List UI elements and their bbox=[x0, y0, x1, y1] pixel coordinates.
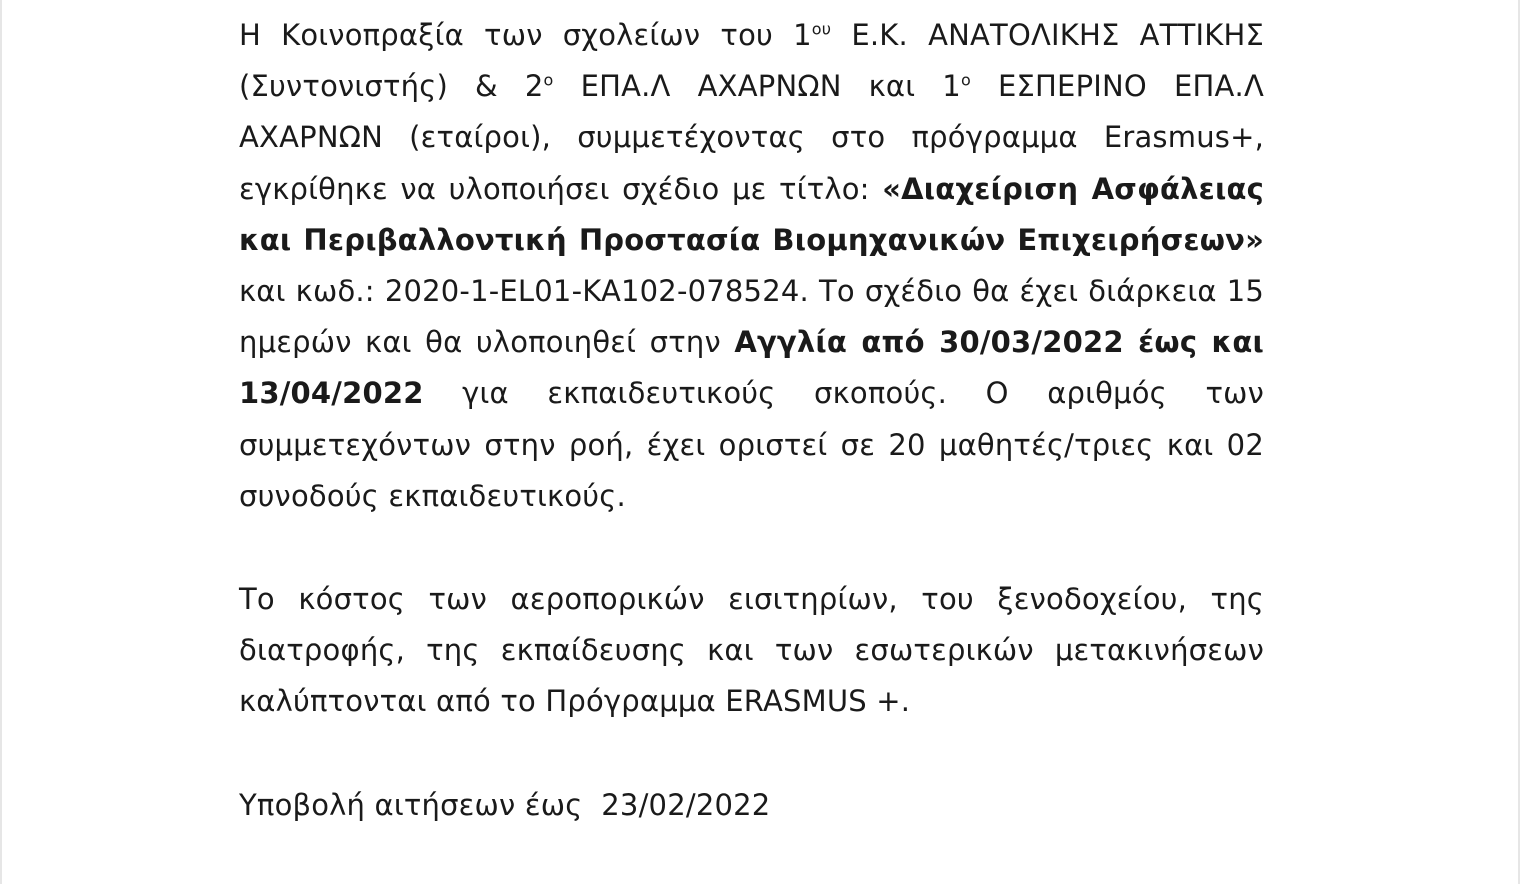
paragraph-text: και κωδ.: 2020-1-EL01-KA102-078524. Το σχέδιο θα έχει διάρκεια 15 ημερών και θα υλοποιηθεί στην bbox=[239, 274, 1264, 360]
paragraph-text: ΕΠΑ.Λ ΑΧΑΡΝΩΝ και 1 bbox=[553, 69, 961, 104]
document-body bbox=[239, 10, 1264, 831]
ordinal-suffix: ο bbox=[960, 70, 971, 90]
paragraph-text: Ε.Κ. ΑΝΑΤΟΛΙΚΗΣ ΑΤΤΙΚΗΣ (Συντονιστής) & 2 bbox=[239, 18, 1265, 104]
paragraph-text: για εκπαιδευτικούς σκοπούς. Ο αριθμός των συμμετεχόντων στην ροή, έχει οριστεί σε 20 μαθητές/τριες και 02 συνοδούς εκπαιδευτικούς. bbox=[239, 376, 1264, 513]
paragraph-text: Η Κοινοπραξία των σχολείων του 1 bbox=[239, 18, 812, 52]
project-title: «Διαχείριση Ασφάλειας και Περιβαλλοντική Προστασία Βιομηχανικών Επιχειρήσεων» bbox=[239, 171, 1264, 257]
ordinal-suffix: ο bbox=[543, 70, 554, 90]
announcement-paragraph bbox=[239, 10, 1264, 522]
mobility-period: Αγγλία από 30/03/2022 έως και 13/04/2022 bbox=[239, 325, 1264, 411]
cost-coverage-paragraph: Το κόστος των αεροπορικών εισιτηρίων, του ξενοδοχείου, της διατροφής, της εκπαίδευσης και των εσωτερικών μετακινήσεων καλύπτονται από το Πρόγραμμα ERASMUS +. bbox=[239, 582, 1264, 719]
application-deadline: Υποβολή αιτήσεων έως 23/02/2022 bbox=[239, 787, 771, 822]
ordinal-suffix: ου bbox=[811, 19, 832, 39]
paragraph-text: ΕΣΠΕΡΙΝΟ ΕΠΑ.Λ ΑΧΑΡΝΩΝ (εταίροι), συμμετέχοντας στο πρόγραμμα Erasmus+, εγκρίθηκε να υλοποιήσει σχέδιο με τίτλο: bbox=[239, 69, 1264, 206]
